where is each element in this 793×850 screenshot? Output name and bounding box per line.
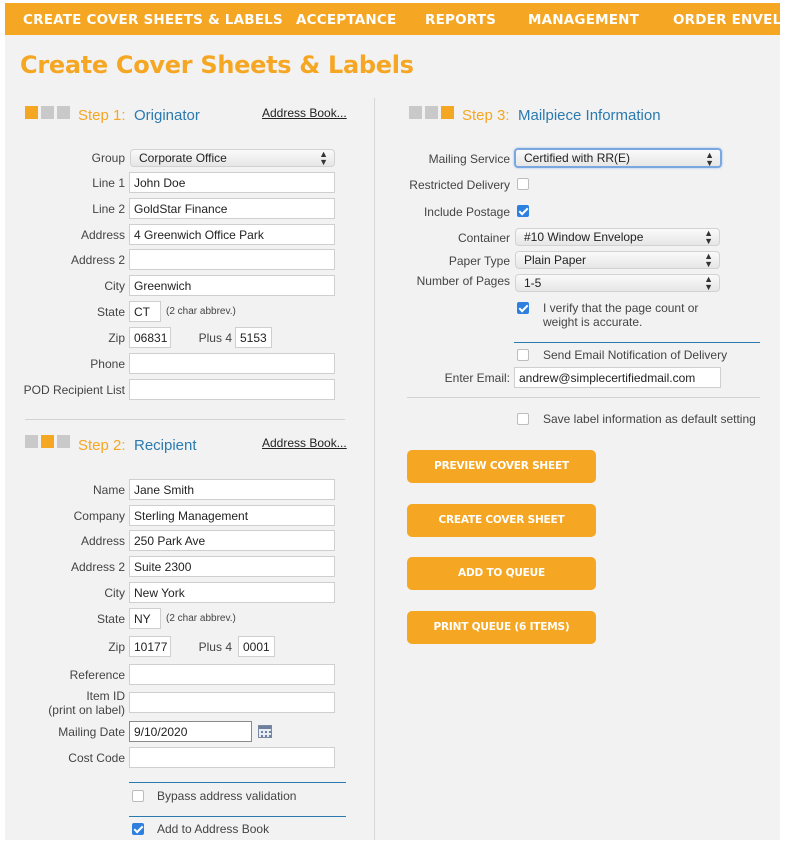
- bypass-validation-checkbox[interactable]: [132, 790, 144, 802]
- originator-plus4-label: Plus 4: [198, 331, 232, 345]
- save-default-label: Save label information as default setting: [543, 412, 756, 426]
- step3-progress-square-2: [425, 106, 438, 119]
- top-nav: [5, 3, 793, 35]
- recipient-zip-label: Zip: [108, 640, 125, 654]
- nav-order-envelopes[interactable]: ORDER ENVELO: [673, 12, 793, 28]
- reference-label: Reference: [69, 668, 125, 682]
- step1-address-book-link[interactable]: Address Book...: [262, 106, 347, 120]
- create-cover-sheet-button[interactable]: CREATE COVER SHEET: [407, 504, 596, 537]
- paper-type-value: Plain Paper: [524, 253, 587, 267]
- email-notify-divider: [514, 342, 760, 343]
- select-arrows-icon: ▲ ▼: [319, 149, 328, 167]
- recipient-plus4-label: Plus 4: [198, 640, 232, 654]
- mailing-date-label: Mailing Date: [58, 725, 125, 739]
- include-postage-checkbox[interactable]: [517, 205, 529, 217]
- print-queue-button[interactable]: PRINT QUEUE (6 ITEMS): [407, 611, 596, 644]
- phone-input[interactable]: [129, 353, 335, 374]
- mailing-date-input[interactable]: 9/10/2020: [129, 721, 252, 742]
- bypass-validation-label: Bypass address validation: [157, 789, 297, 803]
- email-input[interactable]: andrew@simplecertifiedmail.com: [514, 367, 721, 388]
- nav-management[interactable]: MANAGEMENT: [528, 12, 640, 28]
- pod-recipient-list-input[interactable]: [129, 379, 335, 400]
- step2-progress-square-1: [25, 435, 38, 448]
- group-label: Group: [91, 151, 125, 165]
- step1-progress-square-2: [41, 106, 54, 119]
- pod-recipient-list-label: POD Recipient List: [23, 383, 125, 397]
- line2-label: Line 2: [92, 202, 125, 216]
- step2-title: Recipient: [134, 437, 197, 454]
- recipient-state-hint: (2 char abbrev.): [166, 613, 236, 624]
- originator-zip-input[interactable]: 06831: [129, 327, 171, 348]
- add-book-divider: [129, 816, 346, 817]
- originator-city-label: City: [104, 279, 125, 293]
- step2-progress-square-3: [57, 435, 70, 448]
- page-title: Create Cover Sheets & Labels: [20, 51, 414, 79]
- nav-reports[interactable]: REPORTS: [425, 12, 497, 28]
- originator-address-label: Address: [80, 228, 125, 242]
- item-id-sublabel: (print on label): [48, 703, 125, 717]
- number-of-pages-select[interactable]: [515, 274, 720, 292]
- restricted-delivery-checkbox[interactable]: [517, 178, 529, 190]
- calendar-icon[interactable]: [258, 725, 272, 738]
- step1-label: Step 1:: [78, 107, 126, 124]
- recipient-state-input[interactable]: NY: [129, 608, 161, 629]
- recipient-plus4-input[interactable]: 0001: [238, 636, 275, 657]
- enter-email-label: Enter Email:: [444, 371, 510, 385]
- recipient-city-label: City: [104, 586, 125, 600]
- recipient-address-input[interactable]: 250 Park Ave: [129, 530, 335, 551]
- reference-input[interactable]: [129, 664, 335, 685]
- step3-progress-square-1: [409, 106, 422, 119]
- originator-city-input[interactable]: Greenwich: [129, 275, 335, 296]
- email-notification-label: Send Email Notification of Delivery: [543, 348, 728, 362]
- select-arrows-icon: ▲ ▼: [704, 228, 713, 246]
- preview-cover-sheet-button[interactable]: PREVIEW COVER SHEET: [407, 450, 596, 483]
- originator-address-input[interactable]: 4 Greenwich Office Park: [129, 224, 335, 245]
- step-divider: [25, 419, 345, 420]
- recipient-state-label: State: [96, 612, 125, 626]
- recipient-company-input[interactable]: Sterling Management: [129, 505, 335, 526]
- nav-acceptance[interactable]: ACCEPTANCE: [296, 12, 397, 28]
- originator-address2-label: Address 2: [70, 253, 125, 267]
- container-select-value: #10 Window Envelope: [524, 230, 644, 244]
- line2-input[interactable]: GoldStar Finance: [129, 198, 335, 219]
- recipient-zip-input[interactable]: 10177: [129, 636, 171, 657]
- verify-page-count-label-1: I verify that the page count or: [543, 301, 699, 315]
- include-postage-label: Include Postage: [423, 205, 510, 219]
- email-notification-checkbox[interactable]: [517, 349, 529, 361]
- step3-title: Mailpiece Information: [518, 107, 661, 124]
- save-default-checkbox[interactable]: [517, 413, 529, 425]
- line1-label: Line 1: [92, 176, 125, 190]
- restricted-delivery-label: Restricted Delivery: [409, 178, 510, 192]
- originator-state-input[interactable]: CT: [129, 301, 161, 322]
- add-to-address-book-label: Add to Address Book: [157, 822, 270, 836]
- step3-progress-square-3: [441, 106, 454, 119]
- step1-title: Originator: [134, 107, 200, 124]
- originator-state-label: State: [96, 305, 125, 319]
- recipient-company-label: Company: [73, 509, 125, 523]
- recipient-name-label: Name: [92, 483, 125, 497]
- recipient-name-input[interactable]: Jane Smith: [129, 479, 335, 500]
- group-select-value: Corporate Office: [139, 151, 227, 165]
- container-label: Container: [457, 231, 510, 245]
- select-arrows-icon: ▲ ▼: [704, 274, 713, 292]
- select-arrows-icon: ▲ ▼: [705, 150, 714, 168]
- group-select[interactable]: [130, 149, 335, 167]
- recipient-city-input[interactable]: New York: [129, 582, 335, 603]
- mailing-service-label: Mailing Service: [428, 152, 510, 166]
- cost-code-input[interactable]: [129, 747, 335, 768]
- step2-label: Step 2:: [78, 437, 126, 454]
- originator-zip-label: Zip: [108, 331, 125, 345]
- paper-type-label: Paper Type: [448, 254, 510, 268]
- recipient-address-label: Address: [80, 534, 125, 548]
- nav-create-cover-sheets[interactable]: CREATE COVER SHEETS & LABELS: [23, 12, 283, 28]
- bypass-divider: [129, 782, 346, 783]
- step2-progress-square-2: [41, 435, 54, 448]
- step1-progress-square-1: [25, 106, 38, 119]
- mailing-service-value: Certified with RR(E): [524, 151, 631, 165]
- add-to-queue-button[interactable]: ADD TO QUEUE: [407, 557, 596, 590]
- recipient-address2-label: Address 2: [70, 560, 125, 574]
- originator-state-hint: (2 char abbrev.): [166, 306, 236, 317]
- step2-address-book-link[interactable]: Address Book...: [262, 436, 347, 450]
- step3-label: Step 3:: [462, 107, 510, 124]
- mailing-service-select[interactable]: [514, 148, 722, 168]
- item-id-input[interactable]: [129, 692, 335, 713]
- item-id-label: Item ID: [86, 689, 125, 703]
- originator-plus4-input[interactable]: 5153: [235, 327, 272, 348]
- recipient-address2-input[interactable]: Suite 2300: [129, 556, 335, 577]
- phone-label: Phone: [90, 357, 125, 371]
- paper-type-select[interactable]: [515, 251, 720, 269]
- line1-input[interactable]: John Doe: [129, 172, 335, 193]
- save-default-divider: [407, 397, 760, 398]
- column-divider: [374, 98, 375, 840]
- container-select[interactable]: [515, 228, 720, 246]
- originator-address2-input[interactable]: [129, 249, 335, 270]
- step1-progress-square-3: [57, 106, 70, 119]
- verify-page-count-label-2: weight is accurate.: [543, 315, 643, 329]
- select-arrows-icon: ▲ ▼: [704, 251, 713, 269]
- verify-page-count-checkbox[interactable]: [517, 302, 529, 314]
- number-of-pages-label: Number of Pages: [416, 274, 510, 288]
- cost-code-label: Cost Code: [68, 751, 125, 765]
- number-of-pages-value: 1-5: [524, 276, 542, 290]
- add-to-address-book-checkbox[interactable]: [132, 823, 144, 835]
